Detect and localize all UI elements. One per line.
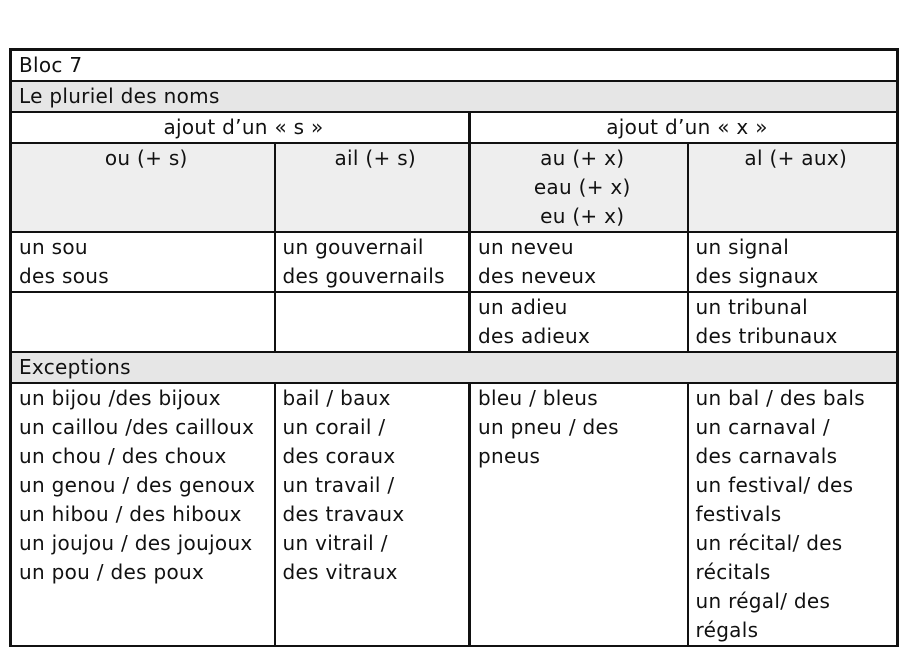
lesson-title: Le pluriel des noms bbox=[11, 81, 898, 112]
rule-line: ou (+ s) bbox=[104, 146, 188, 170]
exceptions-ail bbox=[275, 383, 470, 646]
example-plural: des signaux bbox=[695, 264, 819, 288]
exception-item: un caillou /des cailloux bbox=[19, 415, 255, 439]
example-singular: un gouvernail bbox=[282, 235, 424, 259]
example-plural: des sous bbox=[19, 264, 109, 288]
exception-item: un régal/ des bbox=[695, 589, 831, 613]
exception-item: des carnavals bbox=[695, 444, 838, 468]
exceptions-title: Exceptions bbox=[11, 352, 898, 383]
grammar-table bbox=[9, 48, 899, 647]
exceptions-row bbox=[11, 383, 898, 646]
group-header-s: ajout d’un « s » bbox=[11, 112, 470, 143]
bloc-row bbox=[11, 50, 898, 82]
example-plural: des neveux bbox=[478, 264, 597, 288]
example-cell bbox=[275, 232, 470, 292]
rule-ail bbox=[275, 143, 470, 232]
exceptions-eu bbox=[470, 383, 688, 646]
exception-item: un bal / des bals bbox=[695, 386, 865, 410]
rule-line: eu (+ x) bbox=[540, 204, 625, 228]
rule-row bbox=[11, 143, 898, 232]
example-singular: un tribunal bbox=[695, 295, 808, 319]
exception-item: un corail / bbox=[282, 415, 386, 439]
example-cell bbox=[688, 232, 898, 292]
example-cell-empty bbox=[11, 292, 275, 352]
exception-item: pneus bbox=[478, 444, 541, 468]
example-row-2 bbox=[11, 292, 898, 352]
exception-item: un genou / des genoux bbox=[19, 473, 256, 497]
group-header-row bbox=[11, 112, 898, 143]
group-header-x: ajout d’un « x » bbox=[470, 112, 898, 143]
rule-line: au (+ x) bbox=[540, 146, 625, 170]
example-cell-empty bbox=[275, 292, 470, 352]
example-singular: un signal bbox=[695, 235, 790, 259]
example-plural: des gouvernails bbox=[282, 264, 445, 288]
example-singular: un sou bbox=[19, 235, 88, 259]
exception-item: des coraux bbox=[282, 444, 396, 468]
exception-item: régals bbox=[695, 618, 759, 642]
bloc-title: Bloc 7 bbox=[11, 50, 898, 82]
lesson-row bbox=[11, 81, 898, 112]
exception-item: un pou / des poux bbox=[19, 560, 205, 584]
exception-item: bail / baux bbox=[282, 386, 391, 410]
exception-item: un carnaval / bbox=[695, 415, 830, 439]
example-plural: des adieux bbox=[478, 324, 591, 348]
exception-item: festivals bbox=[695, 502, 782, 526]
example-plural: des tribunaux bbox=[695, 324, 838, 348]
exception-item: un pneu / des bbox=[478, 415, 619, 439]
exception-item: récitals bbox=[695, 560, 771, 584]
exception-item: un joujou / des joujoux bbox=[19, 531, 253, 555]
exception-item: des travaux bbox=[282, 502, 405, 526]
exception-item: des vitraux bbox=[282, 560, 398, 584]
exception-item: bleu / bleus bbox=[478, 386, 598, 410]
example-row-1 bbox=[11, 232, 898, 292]
rule-ou bbox=[11, 143, 275, 232]
exception-item: un travail / bbox=[282, 473, 395, 497]
rule-line: al (+ aux) bbox=[744, 146, 848, 170]
exception-item: un chou / des choux bbox=[19, 444, 227, 468]
exceptions-header-row bbox=[11, 352, 898, 383]
example-cell bbox=[688, 292, 898, 352]
rule-line: eau (+ x) bbox=[533, 175, 631, 199]
example-cell bbox=[470, 232, 688, 292]
example-cell bbox=[470, 292, 688, 352]
rule-line: ail (+ s) bbox=[334, 146, 417, 170]
exceptions-ou bbox=[11, 383, 275, 646]
exception-item: un vitrail / bbox=[282, 531, 388, 555]
exception-item: un hibou / des hiboux bbox=[19, 502, 242, 526]
exception-item: un récital/ des bbox=[695, 531, 843, 555]
exception-item: un bijou /des bijoux bbox=[19, 386, 221, 410]
rule-au-eau-eu bbox=[470, 143, 688, 232]
rule-al bbox=[688, 143, 898, 232]
exception-item: un festival/ des bbox=[695, 473, 854, 497]
exceptions-al bbox=[688, 383, 898, 646]
example-cell bbox=[11, 232, 275, 292]
example-singular: un neveu bbox=[478, 235, 574, 259]
example-singular: un adieu bbox=[478, 295, 568, 319]
